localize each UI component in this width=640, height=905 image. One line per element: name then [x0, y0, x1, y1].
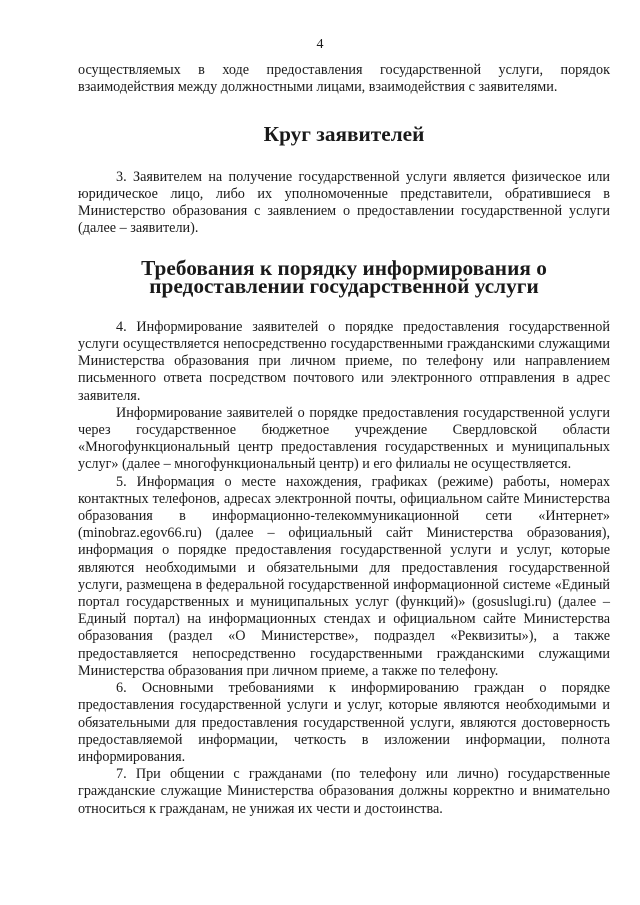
paragraph-4-continued: Информирование заявителей о порядке предоставления государственной услуги через государственное бюджетное учреждение Свердловской области «Многофункциональный центр предоставления государственных и муниципальных услуг» (далее – многофункциональный центр) и его филиалы не осуществляется. [78, 404, 610, 473]
paragraph-6: 6. Основными требованиями к информированию граждан о порядке предоставления государственной услуги и услуг, которые являются необходимыми и обязательными для предоставления государственной услуги, являются достоверность предоставляемой информации, четкость в изложении информации, полнота информирования. [78, 680, 610, 765]
intro-paragraph: осуществляемых в ходе предоставления государственной услуги, порядок взаимодействия между должностными лицами, взаимодействия с заявителями. [78, 62, 610, 96]
document-body [78, 62, 610, 818]
paragraph-7: 7. При общении с гражданами (по телефону или лично) государственные гражданские служащие Министерства образования должны корректно и внимательно относиться к гражданам, не унижая их чести и достоинства. [78, 766, 610, 817]
section-heading-applicants: Круг заявителей [263, 122, 425, 147]
page-number: 4 [316, 37, 324, 52]
paragraph-5: 5. Информация о месте нахождения, графиках (режиме) работы, номерах контактных телефонов, адресах электронной почты, официальном сайте Министерства образования в информационно-телекоммуникационной сети «Интернет» (minobraz.egov66.ru) (далее – официальный сайт Министерства образования), информация о порядке предоставления государственной услуги и услуг, которые являются необходимыми и обязательными для предоставления государственной услуги, размещена в федеральной государственной информационной системе «Единый портал государственных и муниципальных услуг (функций)» (gosuslugi.ru) (далее – Единый портал) на информационных стендах и официальном сайте Министерства образования (раздел «О Министерстве», подраздел «Реквизиты»), а также предоставляется непосредственно государственными гражданскими служащими Министерства образования при личном приеме, а также по телефону. [78, 473, 610, 679]
paragraph-4: 4. Информирование заявителей о порядке предоставления государственной услуги осуществляется непосредственно государственными гражданскими служащими Министерства образования при личном приеме, по телефону или направлением письменного ответа посредством почтового или электронного отправления в адрес заявителя. [78, 318, 610, 404]
section-heading-information: Требования к порядку информирования о предоставлении государственной услуги [141, 256, 547, 298]
paragraph-3: 3. Заявителем на получение государственной услуги является физическое или юридическое лицо, либо их уполномоченные представители, обратившиеся в Министерство образования с заявлением о предоставлении государственной услуги (далее – заявители). [78, 168, 610, 237]
